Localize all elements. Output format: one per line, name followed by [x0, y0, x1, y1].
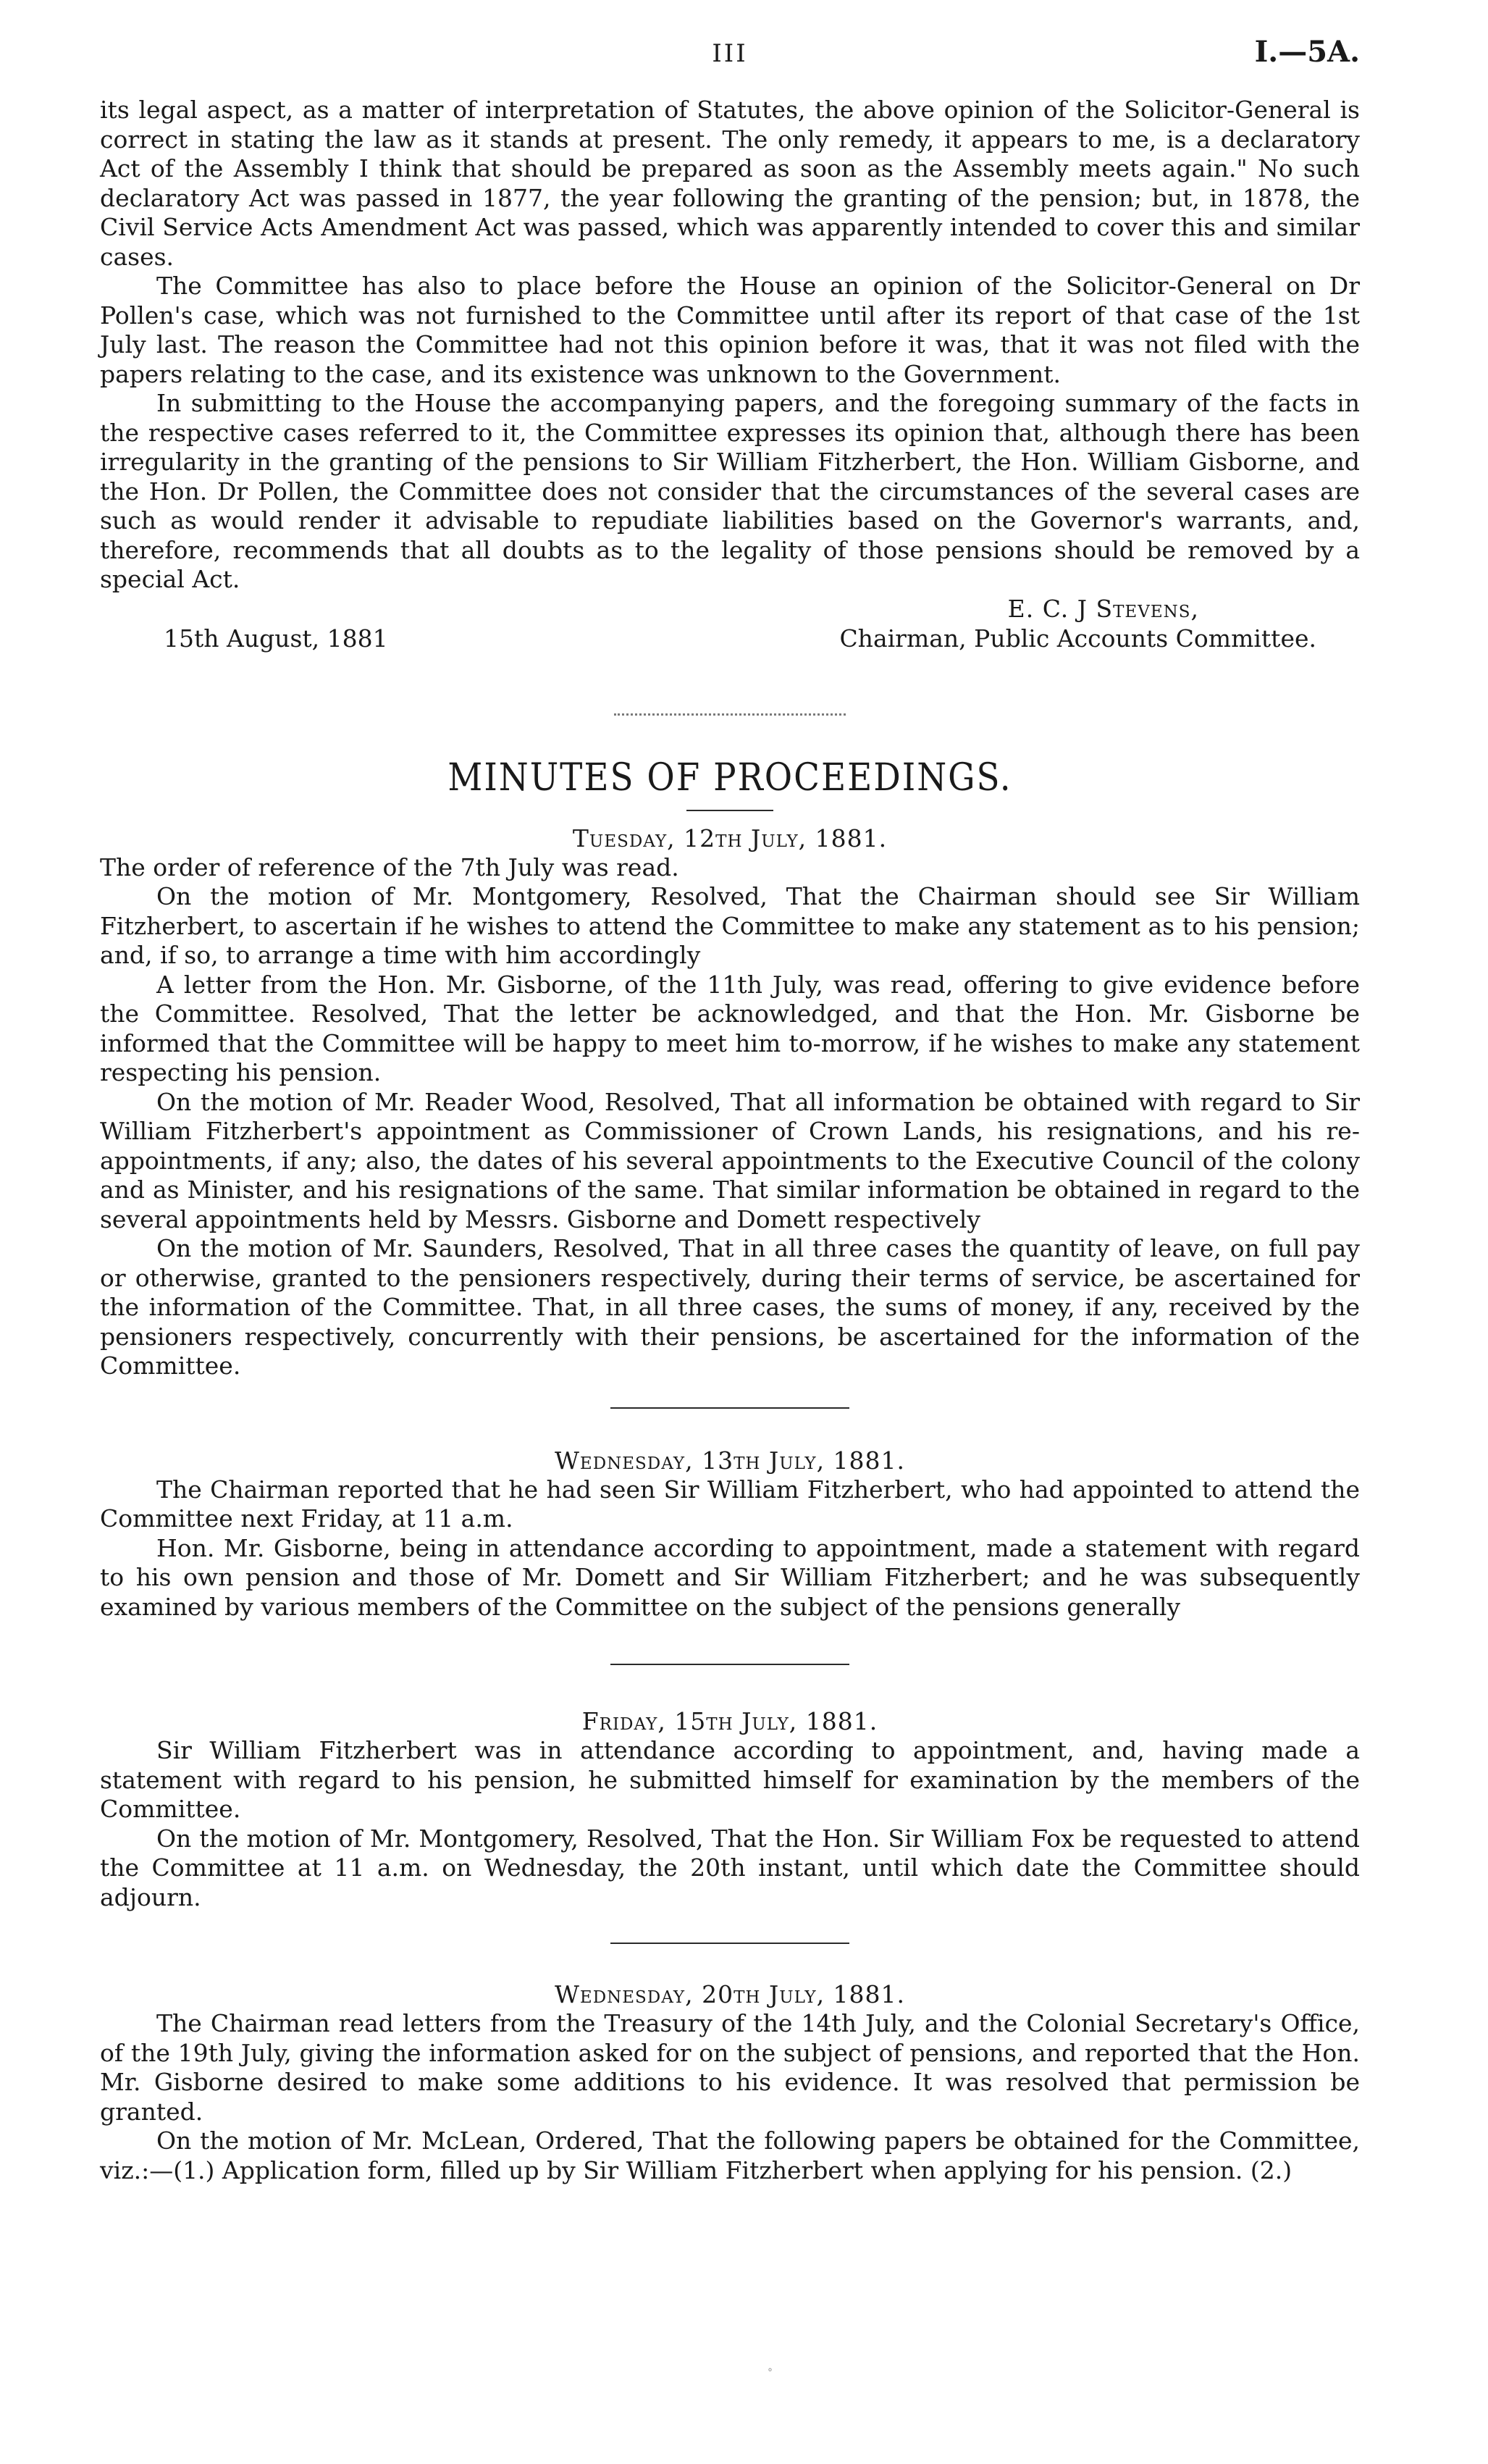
- document-page: [100, 26, 1360, 2185]
- minutes-paragraph: Hon. Mr. Gisborne, being in attendance according to appointment, made a statement with regard to his own pension and those of Mr. Domett and Sir William Fitzherbert; and he was subsequently examined by various members of the Committee on the subject of the pensions generally: [100, 1533, 1360, 1621]
- minutes-paragraph: The Chairman read letters from the Treasury of the 14th July, and the Colonial Secretary's Office, of the 19th July, giving the information asked for on the subject of pensions, and reported that the Hon. Mr. Gisborne desired to make some additions to his evidence. It was resolved that permission be granted.: [100, 2009, 1360, 2126]
- minutes-paragraph: A letter from the Hon. Mr. Gisborne, of the 11th July, was read, offering to give evidence before the Committee. Resolved, That the letter be acknowledged, and that the Hon. Mr. Gisborne be informed that the Committee will be happy to meet him to-morrow, if he wishes to make any statement respecting his pension.: [100, 970, 1360, 1086]
- page-number: III: [712, 39, 748, 68]
- minutes-paragraph: On the motion of Mr. Montgomery, Resolved, That the Chairman should see Sir William Fitzherbert, to ascertain if he wishes to attend the Committee to make any statement as to his pension; and, if so, to arrange a time with him accordingly: [100, 882, 1360, 969]
- report-paragraph: The Committee has also to place before the House an opinion of the Solicitor-General on Dr Pollen's case, which was not furnished to the Committee until after its report of that case of the 1st July last. The reason the Committee had not this opinion before it was, that it was not filed with the papers relating to the case, and its existence was unknown to the Government.: [100, 272, 1360, 388]
- signature-block: [100, 595, 1360, 654]
- session-entry: [100, 1446, 1360, 1622]
- page-header: [100, 26, 1360, 96]
- session-entry: [100, 1980, 1360, 2185]
- minutes-paragraph: On the motion of Mr. Montgomery, Resolved, That the Hon. Sir William Fox be requested to attend the Committee at 11 a.m. on Wednesday, the 20th instant, until which date the Committee should adjourn.: [100, 1824, 1360, 1911]
- report-paragraph: In submitting to the House the accompanying papers, and the foregoing summary of the facts in the respective cases referred to it, the Committee expresses its opinion that, although there has been irregularity in the granting of the pensions to Sir William Fitzherbert, the Hon. William Gisborne, and the Hon. Dr Pollen, the Committee does not consider that the circumstances of the several cases are such as would render it advisable to repudiate liabilities based on the Governor's warrants, and, therefore, recommends that all doubts as to the legality of those pensions should be removed by a special Act.: [100, 389, 1360, 593]
- report-paragraph: its legal aspect, as a matter of interpretation of Statutes, the above opinion of the Solicitor-General is correct in stating the law as it stands at present. The only remedy, it appears to me, is a declaratory Act of the Assembly I think that should be prepared as soon as the Assembly meets again." No such declaratory Act was passed in 1877, the year following the granting of the pension; but, in 1878, the Civil Service Acts Amendment Act was passed, which was apparently intended to cover this and similar cases.: [100, 96, 1360, 271]
- session-date: Friday, 15th July, 1881.: [581, 1707, 878, 1735]
- minutes-paragraph: The Chairman reported that he had seen Sir William Fitzherbert, who had appointed to attend the Committee next Friday, at 11 a.m.: [100, 1475, 1360, 1533]
- signature-name: E. C. J Stevens,: [1007, 594, 1199, 623]
- session-entry: [100, 1707, 1360, 1912]
- signature-title: Chairman, Public Accounts Committee.: [839, 624, 1316, 653]
- document-reference: I.—5A.: [1254, 35, 1360, 69]
- session-date: Wednesday, 20th July, 1881.: [554, 1980, 906, 2008]
- minutes-title: MINUTES OF PROCEEDINGS.: [447, 755, 1012, 800]
- session-entry: [100, 824, 1360, 1381]
- minutes-paragraph: On the motion of Mr. McLean, Ordered, That the following papers be obtained for the Committee, viz.:—(1.) Application form, filled up by Sir William Fitzherbert when applying for his pension. (2.): [100, 2126, 1360, 2184]
- page-mark: °: [768, 2367, 773, 2379]
- minutes-paragraph: Sir William Fitzherbert was in attendance according to appointment, and, having made a statement with regard to his pension, he submitted himself for examination by the members of the Committee.: [100, 1736, 1360, 1823]
- minutes-paragraph: The order of reference of the 7th July was read.: [100, 852, 679, 881]
- minutes-paragraph: On the motion of Mr. Saunders, Resolved, That in all three cases the quantity of leave, on full pay or otherwise, granted to the pensioners respectively, during their terms of service, be ascertained for the information of the Committee. That, in all three cases, the sums of money, if any, received by the pensioners respectively, concurrently with their pensions, be ascertained for the information of the Committee.: [100, 1234, 1360, 1380]
- session-date: Tuesday, 12th July, 1881.: [572, 824, 888, 852]
- session-date: Wednesday, 13th July, 1881.: [554, 1446, 906, 1475]
- signature-date: 15th August, 1881: [164, 624, 388, 653]
- report-conclusion: [100, 96, 1360, 595]
- minutes-paragraph: On the motion of Mr. Reader Wood, Resolved, That all information be obtained with regard to Sir William Fitzherbert's appointment as Commissioner of Crown Lands, his resignations, and his re-appointments, if any; also, the dates of his several appointments to the Executive Council of the colony and as Minister, and his resignations of the same. That similar information be obtained in regard to the several appointments held by Messrs. Gisborne and Domett respectively: [100, 1087, 1360, 1233]
